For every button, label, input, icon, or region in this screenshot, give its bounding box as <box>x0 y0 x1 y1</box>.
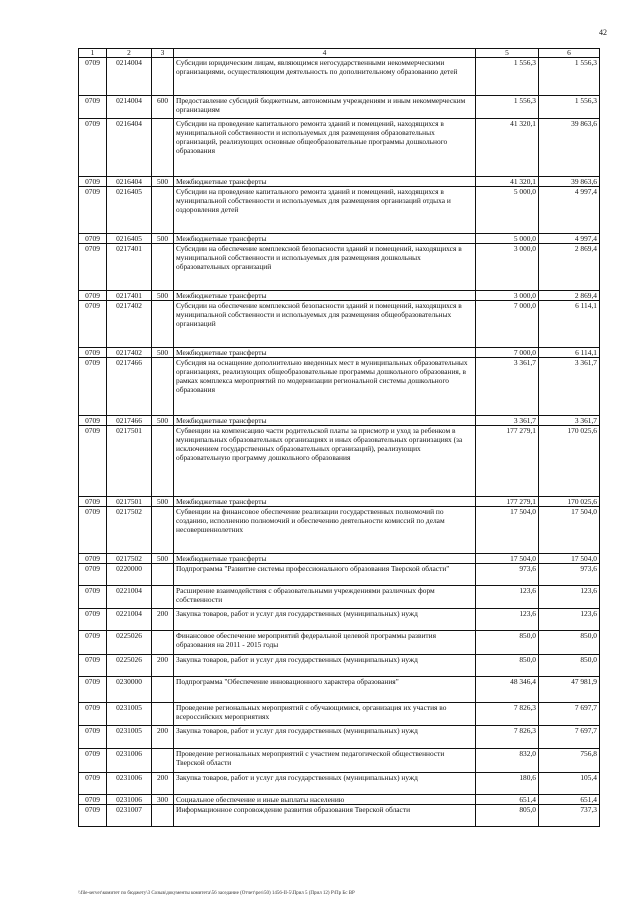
cell-target-article: 0214004 <box>107 96 152 119</box>
cell-actual-amount: 170 025,6 <box>539 497 600 507</box>
cell-plan-amount: 177 279,1 <box>476 497 539 507</box>
cell-target-article: 0221004 <box>107 609 152 631</box>
cell-name: Субсидия на оснащение дополнительно введенных мест в муниципальных образовательных организациях, реализующих общеобразовательные программы дошкольного образования, в рамках комплекса мероприятий по модернизации региональной системы дошкольного образования <box>174 358 476 416</box>
cell-plan-amount: 177 279,1 <box>476 426 539 497</box>
cell-target-article: 0220000 <box>107 564 152 586</box>
header-cell-section: 1 <box>79 49 107 58</box>
cell-section: 0709 <box>79 677 107 703</box>
table-row <box>79 805 600 827</box>
cell-section: 0709 <box>79 301 107 348</box>
cell-expense-type: 500 <box>152 177 174 187</box>
cell-target-article: 0230000 <box>107 677 152 703</box>
cell-actual-amount: 651,4 <box>539 795 600 805</box>
footer-file-path: \\file-server\комитет по бюджету\3 Созыв\документы комитета\56 заседание (Отчет\рез\50) 1456-II-5\Прил 5 (Прил 12) Р\Пр Бс ВР <box>78 891 355 896</box>
table-row <box>79 677 600 703</box>
cell-plan-amount: 805,0 <box>476 805 539 827</box>
cell-target-article: 0231006 <box>107 795 152 805</box>
cell-section: 0709 <box>79 631 107 655</box>
cell-name: Межбюджетные трансферты <box>174 554 476 564</box>
cell-target-article: 0231007 <box>107 805 152 827</box>
cell-section: 0709 <box>79 234 107 244</box>
cell-target-article: 0216405 <box>107 234 152 244</box>
table-row <box>79 234 600 244</box>
cell-section: 0709 <box>79 96 107 119</box>
cell-actual-amount: 47 981,9 <box>539 677 600 703</box>
cell-expense-type <box>152 564 174 586</box>
cell-section: 0709 <box>79 554 107 564</box>
cell-plan-amount: 123,6 <box>476 586 539 609</box>
cell-plan-amount: 3 000,0 <box>476 244 539 291</box>
budget-table <box>78 48 600 827</box>
cell-actual-amount: 4 997,4 <box>539 187 600 234</box>
cell-target-article: 0231006 <box>107 749 152 773</box>
cell-name: Субсидии на проведение капитального ремонта зданий и помещений, находящихся в муниципальной собственности и используемых для размещения образовательных организаций, реализующих основные общеобразовательные программы дошкольного образования <box>174 119 476 177</box>
cell-plan-amount: 48 346,4 <box>476 677 539 703</box>
cell-actual-amount: 973,6 <box>539 564 600 586</box>
cell-section: 0709 <box>79 564 107 586</box>
header-cell-expense-type: 3 <box>152 49 174 58</box>
cell-name: Межбюджетные трансферты <box>174 497 476 507</box>
cell-actual-amount: 4 997,4 <box>539 234 600 244</box>
cell-expense-type <box>152 805 174 827</box>
cell-target-article: 0214004 <box>107 58 152 96</box>
cell-expense-type: 500 <box>152 291 174 301</box>
cell-actual-amount: 1 556,3 <box>539 58 600 96</box>
table-row <box>79 586 600 609</box>
cell-plan-amount: 3 361,7 <box>476 416 539 426</box>
cell-name: Закупка товаров, работ и услуг для государственных (муниципальных) нужд <box>174 773 476 795</box>
cell-name: Субсидии юридическим лицам, являющимся негосударственными некоммерческими организациями, осуществляющим деятельность по дополнительному образованию детей <box>174 58 476 96</box>
cell-expense-type: 500 <box>152 554 174 564</box>
cell-plan-amount: 973,6 <box>476 564 539 586</box>
cell-name: Межбюджетные трансферты <box>174 234 476 244</box>
cell-name: Субвенции на компенсацию части родительской платы за присмотр и уход за ребенком в муниципальных образовательных организациях и иных образовательных организациях (за исключением государственных образовательных организаций), реализующих образовательную программу дошкольного образования <box>174 426 476 497</box>
cell-section: 0709 <box>79 291 107 301</box>
cell-name: Межбюджетные трансферты <box>174 291 476 301</box>
cell-actual-amount: 2 869,4 <box>539 291 600 301</box>
table-row <box>79 58 600 96</box>
cell-expense-type: 200 <box>152 773 174 795</box>
cell-plan-amount: 7 000,0 <box>476 301 539 348</box>
cell-section: 0709 <box>79 609 107 631</box>
table-row <box>79 177 600 187</box>
cell-plan-amount: 17 504,0 <box>476 554 539 564</box>
table-row <box>79 609 600 631</box>
table-row <box>79 348 600 358</box>
cell-target-article: 0231005 <box>107 726 152 749</box>
cell-expense-type <box>152 358 174 416</box>
cell-name: Информационное сопровождение развития образования Тверской области <box>174 805 476 827</box>
cell-section: 0709 <box>79 586 107 609</box>
cell-expense-type: 300 <box>152 795 174 805</box>
cell-actual-amount: 850,0 <box>539 631 600 655</box>
cell-plan-amount: 7 826,3 <box>476 703 539 726</box>
cell-actual-amount: 6 114,1 <box>539 348 600 358</box>
cell-target-article: 0217502 <box>107 507 152 554</box>
cell-expense-type: 200 <box>152 655 174 677</box>
cell-plan-amount: 3 000,0 <box>476 291 539 301</box>
cell-section: 0709 <box>79 726 107 749</box>
cell-actual-amount: 123,6 <box>539 609 600 631</box>
cell-target-article: 0217466 <box>107 416 152 426</box>
cell-actual-amount: 170 025,6 <box>539 426 600 497</box>
cell-plan-amount: 7 826,3 <box>476 726 539 749</box>
cell-expense-type <box>152 586 174 609</box>
cell-plan-amount: 123,6 <box>476 609 539 631</box>
cell-name: Финансовое обеспечение мероприятий федеральной целевой программы развития образования на 2011 - 2015 годы <box>174 631 476 655</box>
table-row <box>79 119 600 177</box>
cell-target-article: 0231006 <box>107 773 152 795</box>
table-row <box>79 749 600 773</box>
cell-name: Расширение взаимодействия с образовательными учреждениями различных форм собственности <box>174 586 476 609</box>
cell-expense-type: 200 <box>152 726 174 749</box>
cell-name: Социальное обеспечение и иные выплаты населению <box>174 795 476 805</box>
cell-target-article: 0217501 <box>107 426 152 497</box>
table-row <box>79 96 600 119</box>
cell-section: 0709 <box>79 348 107 358</box>
cell-expense-type: 600 <box>152 96 174 119</box>
table-row <box>79 291 600 301</box>
cell-actual-amount: 17 504,0 <box>539 507 600 554</box>
table-row <box>79 187 600 234</box>
table-row <box>79 426 600 497</box>
page-number: 42 <box>599 28 607 37</box>
cell-target-article: 0217402 <box>107 348 152 358</box>
table-row <box>79 554 600 564</box>
cell-actual-amount: 123,6 <box>539 586 600 609</box>
cell-plan-amount: 1 556,3 <box>476 96 539 119</box>
cell-actual-amount: 7 697,7 <box>539 703 600 726</box>
table-row <box>79 244 600 291</box>
table-row <box>79 497 600 507</box>
cell-expense-type <box>152 677 174 703</box>
cell-target-article: 0216405 <box>107 187 152 234</box>
cell-plan-amount: 180,6 <box>476 773 539 795</box>
cell-expense-type <box>152 119 174 177</box>
cell-section: 0709 <box>79 187 107 234</box>
table-row <box>79 795 600 805</box>
cell-target-article: 0217501 <box>107 497 152 507</box>
table-row <box>79 773 600 795</box>
table-row <box>79 631 600 655</box>
cell-name: Закупка товаров, работ и услуг для государственных (муниципальных) нужд <box>174 609 476 631</box>
table-row <box>79 416 600 426</box>
cell-actual-amount: 105,4 <box>539 773 600 795</box>
cell-target-article: 0216404 <box>107 177 152 187</box>
cell-section: 0709 <box>79 497 107 507</box>
table-row <box>79 703 600 726</box>
cell-expense-type <box>152 187 174 234</box>
cell-expense-type: 500 <box>152 497 174 507</box>
cell-name: Субвенции на финансовое обеспечение реализации государственных полномочий по созданию, исполнению полномочий и обеспечению деятельности комиссий по делам несовершеннолетних <box>174 507 476 554</box>
cell-target-article: 0221004 <box>107 586 152 609</box>
cell-name: Предоставление субсидий бюджетным, автономным учреждениям и иным некоммерческим организациям <box>174 96 476 119</box>
cell-section: 0709 <box>79 749 107 773</box>
cell-section: 0709 <box>79 773 107 795</box>
cell-name: Закупка товаров, работ и услуг для государственных (муниципальных) нужд <box>174 726 476 749</box>
cell-section: 0709 <box>79 507 107 554</box>
cell-plan-amount: 850,0 <box>476 655 539 677</box>
cell-actual-amount: 3 361,7 <box>539 416 600 426</box>
cell-actual-amount: 39 863,6 <box>539 119 600 177</box>
cell-target-article: 0217502 <box>107 554 152 564</box>
cell-name: Субсидии на проведение капитального ремонта зданий и помещений, находящихся в муниципальной собственности и используемых для размещения организаций отдыха и оздоровления детей <box>174 187 476 234</box>
header-cell-target-article: 2 <box>107 49 152 58</box>
cell-plan-amount: 41 320,1 <box>476 177 539 187</box>
cell-actual-amount: 1 556,3 <box>539 96 600 119</box>
cell-actual-amount: 6 114,1 <box>539 301 600 348</box>
cell-target-article: 0217402 <box>107 301 152 348</box>
cell-target-article: 0225026 <box>107 631 152 655</box>
cell-name: Субсидии на обеспечение комплексной безопасности зданий и помещений, находящихся в муниципальной собственности и используемых для размещения дошкольных образовательных организаций <box>174 244 476 291</box>
cell-expense-type <box>152 58 174 96</box>
cell-section: 0709 <box>79 416 107 426</box>
cell-section: 0709 <box>79 805 107 827</box>
cell-plan-amount: 5 000,0 <box>476 234 539 244</box>
cell-expense-type <box>152 631 174 655</box>
cell-target-article: 0217401 <box>107 244 152 291</box>
cell-actual-amount: 39 863,6 <box>539 177 600 187</box>
cell-target-article: 0217466 <box>107 358 152 416</box>
cell-expense-type <box>152 507 174 554</box>
cell-plan-amount: 832,0 <box>476 749 539 773</box>
cell-section: 0709 <box>79 358 107 416</box>
cell-expense-type <box>152 703 174 726</box>
cell-plan-amount: 1 556,3 <box>476 58 539 96</box>
cell-target-article: 0225026 <box>107 655 152 677</box>
cell-name: Межбюджетные трансферты <box>174 177 476 187</box>
cell-name: Подпрограмма "Обеспечение инновационного характера образования" <box>174 677 476 703</box>
table-row <box>79 564 600 586</box>
table-row <box>79 358 600 416</box>
table-row <box>79 726 600 749</box>
cell-plan-amount: 3 361,7 <box>476 358 539 416</box>
cell-expense-type <box>152 244 174 291</box>
cell-section: 0709 <box>79 655 107 677</box>
cell-target-article: 0217401 <box>107 291 152 301</box>
table-row <box>79 301 600 348</box>
cell-plan-amount: 5 000,0 <box>476 187 539 234</box>
cell-actual-amount: 850,0 <box>539 655 600 677</box>
cell-expense-type: 500 <box>152 416 174 426</box>
header-cell-actual: 6 <box>539 49 600 58</box>
header-row <box>79 49 600 58</box>
cell-target-article: 0216404 <box>107 119 152 177</box>
cell-actual-amount: 2 869,4 <box>539 244 600 291</box>
cell-section: 0709 <box>79 119 107 177</box>
table-body <box>79 49 600 827</box>
cell-expense-type <box>152 426 174 497</box>
cell-plan-amount: 17 504,0 <box>476 507 539 554</box>
cell-name: Проведение региональных мероприятий с обучающимися, организация их участия во всероссийских мероприятиях <box>174 703 476 726</box>
cell-actual-amount: 7 697,7 <box>539 726 600 749</box>
cell-section: 0709 <box>79 244 107 291</box>
cell-actual-amount: 737,3 <box>539 805 600 827</box>
cell-actual-amount: 756,8 <box>539 749 600 773</box>
cell-expense-type: 500 <box>152 234 174 244</box>
cell-name: Проведение региональных мероприятий с участием педагогической общественности Тверской области <box>174 749 476 773</box>
cell-target-article: 0231005 <box>107 703 152 726</box>
table-row <box>79 655 600 677</box>
cell-plan-amount: 850,0 <box>476 631 539 655</box>
cell-name: Субсидии на обеспечение комплексной безопасности зданий и помещений, находящихся в муниципальной собственности и используемых для размещения общеобразовательных организаций <box>174 301 476 348</box>
table-row <box>79 507 600 554</box>
cell-section: 0709 <box>79 58 107 96</box>
cell-plan-amount: 651,4 <box>476 795 539 805</box>
header-cell-name: 4 <box>174 49 476 58</box>
cell-expense-type <box>152 301 174 348</box>
cell-expense-type: 500 <box>152 348 174 358</box>
cell-name: Подпрограмма "Развитие системы профессионального образования Тверской области" <box>174 564 476 586</box>
header-cell-plan: 5 <box>476 49 539 58</box>
cell-section: 0709 <box>79 177 107 187</box>
cell-name: Межбюджетные трансферты <box>174 348 476 358</box>
cell-name: Закупка товаров, работ и услуг для государственных (муниципальных) нужд <box>174 655 476 677</box>
cell-section: 0709 <box>79 703 107 726</box>
cell-expense-type <box>152 749 174 773</box>
cell-plan-amount: 7 000,0 <box>476 348 539 358</box>
cell-actual-amount: 17 504,0 <box>539 554 600 564</box>
cell-name: Межбюджетные трансферты <box>174 416 476 426</box>
cell-actual-amount: 3 361,7 <box>539 358 600 416</box>
cell-section: 0709 <box>79 795 107 805</box>
cell-expense-type: 200 <box>152 609 174 631</box>
cell-section: 0709 <box>79 426 107 497</box>
cell-plan-amount: 41 320,1 <box>476 119 539 177</box>
